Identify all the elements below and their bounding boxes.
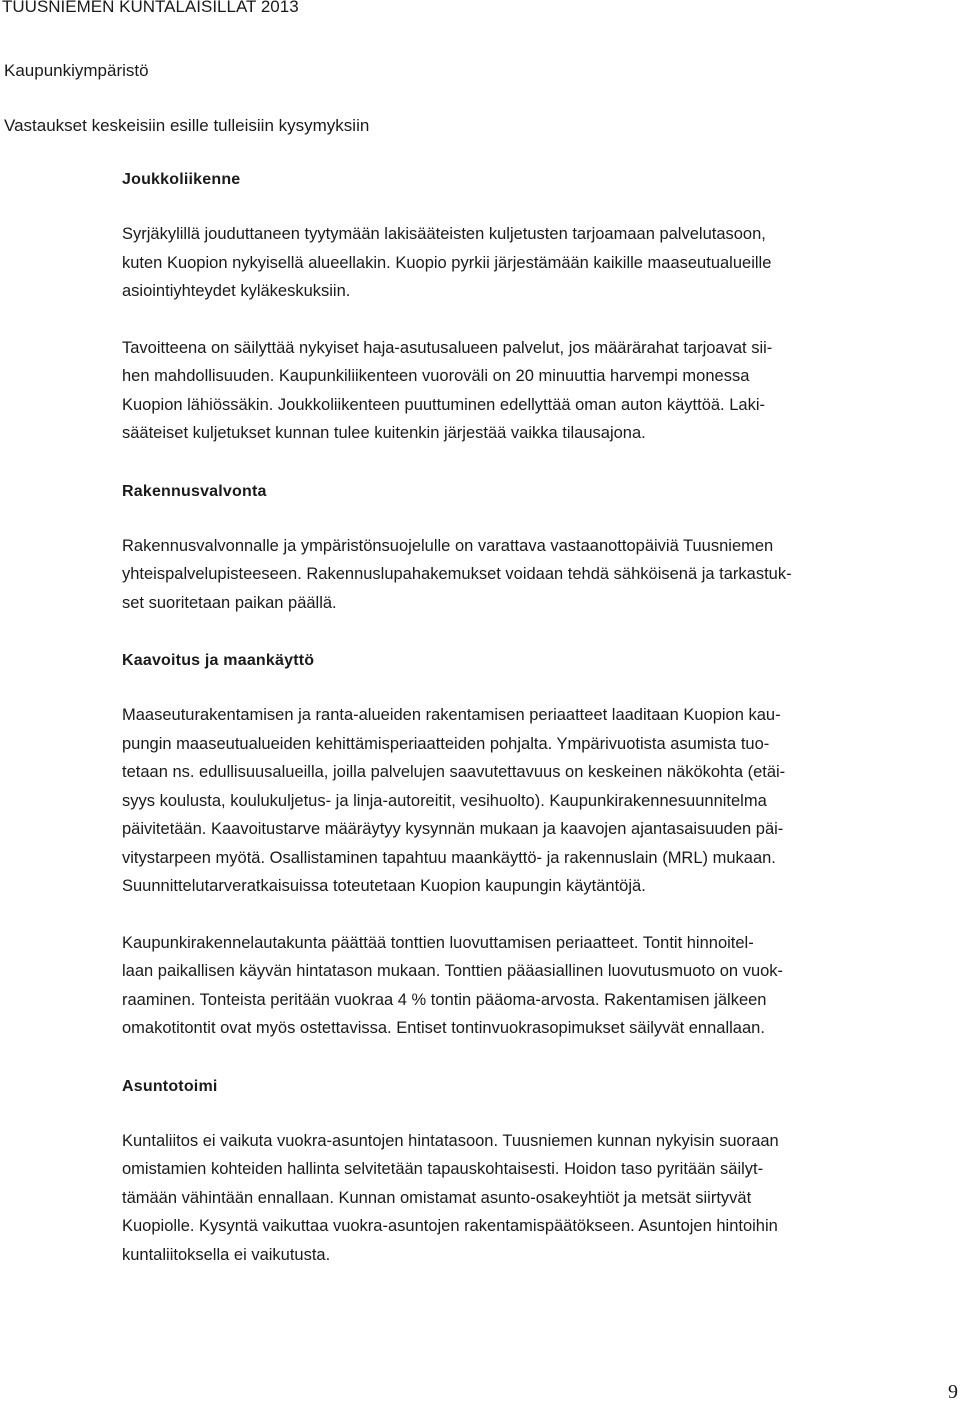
paragraph: Tavoitteena on säilyttää nykyiset haja-asutusalueen palvelut, jos määrärahat tarjoavat sii- hen mahdollisuuden. Kaupunkiliikenteen vuoroväli on 20 minuuttia harvempi monessa Kuopion lähiössäkin. Joukkoliikenteen puuttuminen edellyttää oman auton käyttöä. Laki- sääteiset kuljetukset kunnan tulee kuitenkin järjestää vaikka tilausajona.: [122, 338, 773, 442]
page-number: 9: [948, 1381, 958, 1403]
paragraph: Maaseuturakentamisen ja ranta-alueiden rakentamisen periaatteet laaditaan Kuopion kau- pungin maaseutualueiden kehittämisperiaatteiden pohjalta. Ympärivuotista asumista tuo- tetaan ns. edullisuusalueilla, joilla palvelujen saavutettavuus on keskeinen näkökohta (etäi- syys koulusta, koulukuljetus- ja linja-autoreitit, vesihuolto). Kaupunkirakennesuunnitelma päivitetään. Kaavoitustarve määräytyy kysynnän mukaan ja kaavojen ajantasaisuuden päi- vitystarpeen myötä. Osallistaminen tapahtuu maankäyttö- ja rakennuslain (MRL) mukaan. Suunnittelutarveratkaisuissa toteutetaan Kuopion kaupungin käytäntöjä.: [122, 706, 786, 895]
section-title: Kaupunkiympäristö: [4, 61, 149, 80]
document-body: [122, 168, 948, 1269]
paragraph: Syrjäkylillä jouduttaneen tyytymään lakisääteisten kuljetusten tarjoamaan palvelutasoon, kuten Kuopion nykyisellä alueellakin. Kuopio pyrkii järjestämään kaikille maaseutualueille asiointiyhteydet kyläkeskuksiin.: [122, 225, 772, 300]
heading-asuntotoimi: Asuntotoimi: [122, 1077, 218, 1095]
paragraph: Kuntaliitos ei vaikuta vuokra-asuntojen hintatasoon. Tuusniemen kunnan nykyisin suoraan omistamien kohteiden hallinta selvitetään tapauskohtaisesti. Hoidon taso pyritään säilyt- tämään vähintään ennallaan. Kunnan omistamat asunto-osakeyhtiöt ja metsät siirtyvät Kuopiolle. Kysyntä vaikuttaa vuokra-asuntojen rakentamispäätökseen. Asuntojen hintoihin kuntaliitoksella ei vaikutusta.: [122, 1131, 779, 1264]
document-title: TUUSNIEMEN KUNTALAISILLAT 2013: [2, 0, 299, 16]
document-subtitle: Vastaukset keskeisiin esille tulleisiin kysymyksiin: [4, 116, 370, 135]
paragraph: Kaupunkirakennelautakunta päättää tonttien luovuttamisen periaatteet. Tontit hinnoitel- laan paikallisen käyvän hintatason mukaan. Tonttien pääasiallinen luovutusmuoto on vuok- raaminen. Tonteista peritään vuokraa 4 % tontin pääoma-arvosta. Rakentamisen jälkeen omakotitontit ovat myös ostettavissa. Entiset tontinvuokrasopimukset säilyvät ennallaan.: [122, 933, 784, 1037]
heading-rakennusvalvonta: Rakennusvalvonta: [122, 482, 267, 500]
paragraph: Rakennusvalvonnalle ja ympäristönsuojelulle on varattava vastaanottopäiviä Tuusniemen yhteispalvelupisteeseen. Rakennuslupahakemukset voidaan tehdä sähköisenä ja tarkastuk- set suoritetaan paikan päällä.: [122, 536, 792, 612]
heading-joukkoliikenne: Joukkoliikenne: [122, 171, 241, 188]
heading-kaavoitus: Kaavoitus ja maankäyttö: [122, 652, 315, 669]
